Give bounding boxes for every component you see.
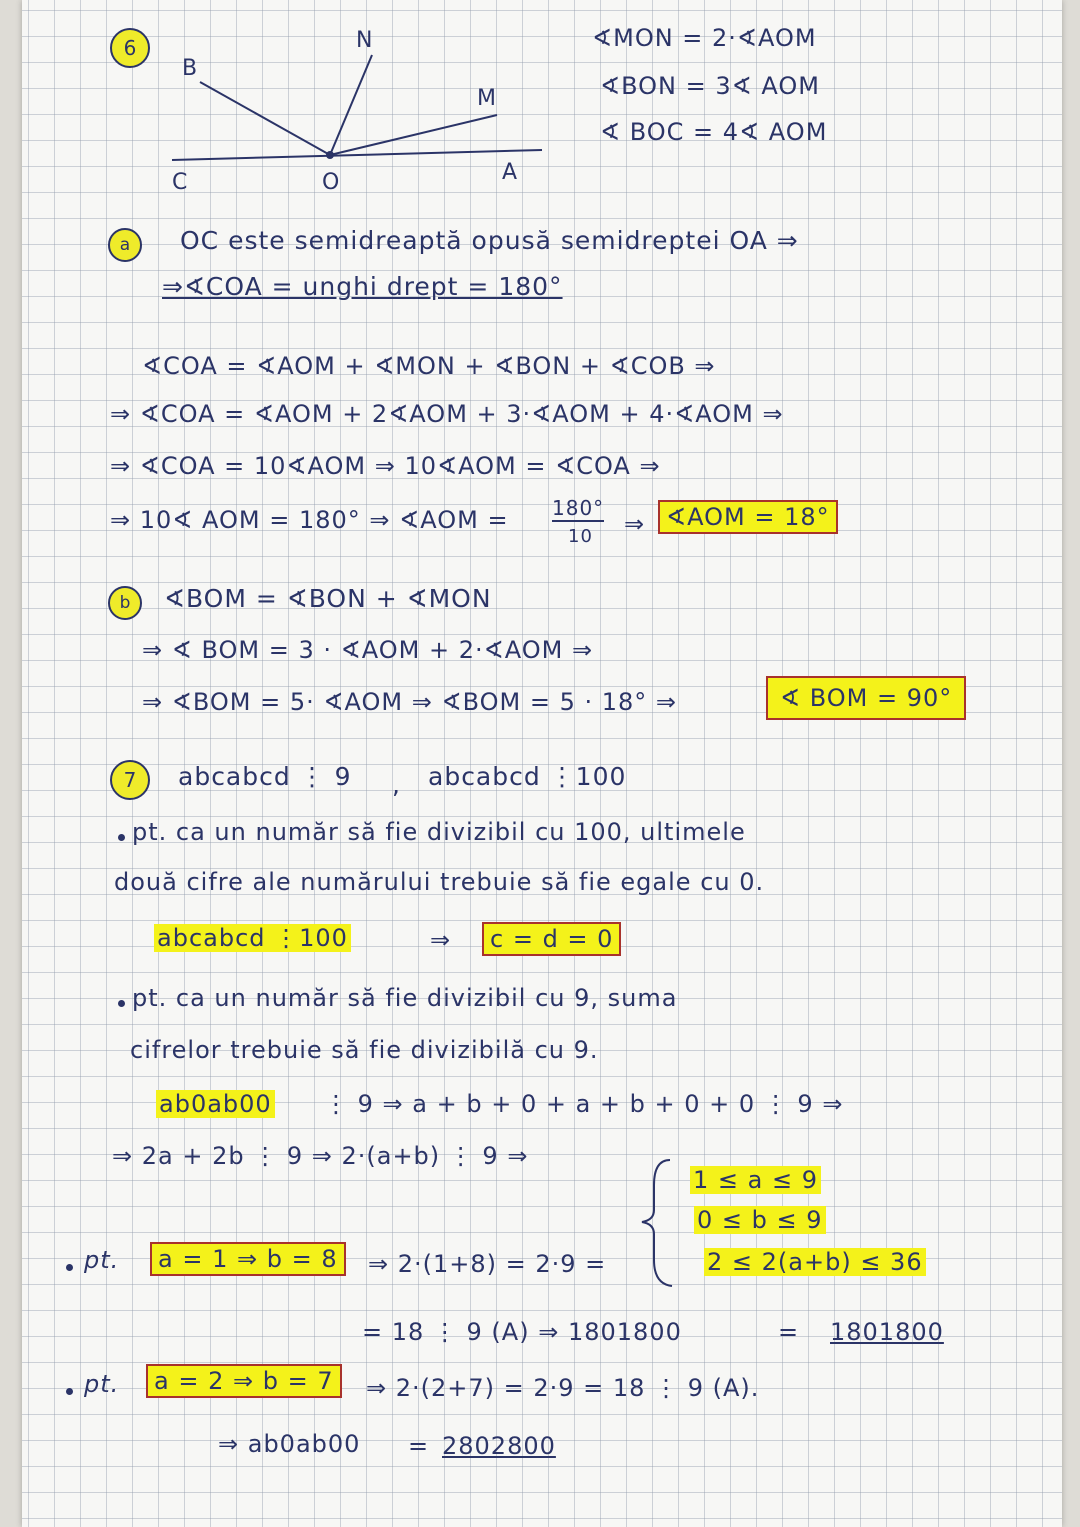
- cd-result: c = d = 0: [482, 922, 621, 956]
- given-3: ∢ BOC = 4∢ AOM: [600, 118, 828, 146]
- part-a-label: a: [108, 228, 142, 262]
- case-2-values: a = 2 ⇒ b = 7: [146, 1364, 342, 1398]
- problem-7-number: 7: [110, 760, 150, 800]
- label-M: M: [477, 86, 497, 111]
- part-a-line-1: OC este semidreaptă opusă semidreptei OA ⇒: [180, 226, 799, 255]
- line-CA: [172, 150, 542, 160]
- condition-2: 0 ≤ b ≤ 9: [694, 1206, 826, 1234]
- bullet-case-2: [66, 1388, 73, 1395]
- div100-expr: abcabcd ⋮100: [154, 924, 351, 952]
- div9-rest: ⋮ 9 ⇒ a + b + 0 + a + b + 0 + 0 ⋮ 9 ⇒: [324, 1090, 844, 1118]
- condition-3: 2 ≤ 2(a+b) ≤ 36: [704, 1248, 926, 1276]
- case-1-result: 1801800: [830, 1318, 944, 1346]
- case-2-result: 2802800: [442, 1432, 556, 1460]
- given-2: ∢BON = 3∢ AOM: [600, 72, 820, 100]
- part-a-result: ∢AOM = 18°: [658, 500, 838, 534]
- fraction-numerator: 180°: [552, 496, 605, 520]
- part-b-line-1: ∢BOM = ∢BON + ∢MON: [164, 584, 492, 613]
- ray-OB: [200, 82, 330, 155]
- problem-6-number: 6: [110, 28, 150, 68]
- p7-line-1-sep: ,: [392, 770, 401, 799]
- part-b-result: ∢ BOM = 90°: [766, 676, 966, 720]
- rule100-line-2: două cifre ale numărului trebuie să fie egale cu 0.: [114, 868, 765, 896]
- fraction-denominator: 10: [568, 526, 593, 547]
- part-b-label: b: [108, 586, 142, 620]
- part-b-line-3: ⇒ ∢BOM = 5· ∢AOM ⇒ ∢BOM = 5 · 18° ⇒: [142, 688, 678, 716]
- angle-diagram: [22, 0, 582, 200]
- ray-OM: [330, 115, 497, 155]
- case-1-values: a = 1 ⇒ b = 8: [150, 1242, 346, 1276]
- part-a-line-5: ⇒ ∢COA = 10∢AOM ⇒ 10∢AOM = ∢COA ⇒: [110, 452, 661, 480]
- part-a-line-2: ⇒∢COA = unghi drept = 180°: [162, 272, 563, 301]
- bullet-rule9: [118, 1000, 125, 1007]
- p7-line-1b: abcabcd ⋮100: [428, 762, 627, 791]
- div100-arrow: ⇒: [430, 926, 452, 954]
- ray-ON: [330, 55, 372, 155]
- case-2-pt: pt.: [84, 1370, 120, 1398]
- bullet-case-1: [66, 1264, 73, 1271]
- rule9-line-1: pt. ca un număr să fie divizibil cu 9, suma: [132, 984, 678, 1012]
- rule100-line-1: pt. ca un număr să fie divizibil cu 100, ultimele: [132, 818, 746, 846]
- part-a-arrow: ⇒: [624, 510, 646, 538]
- step-2a2b: ⇒ 2a + 2b ⋮ 9 ⇒ 2·(a+b) ⋮ 9 ⇒: [112, 1142, 529, 1170]
- div9-expr: ab0ab00: [156, 1090, 275, 1118]
- case-1-calc: ⇒ 2·(1+8) = 2·9 =: [368, 1250, 607, 1278]
- part-a-line-4: ⇒ ∢COA = ∢AOM + 2∢AOM + 3·∢AOM + 4·∢AOM ⇒: [110, 400, 784, 428]
- label-C: C: [172, 170, 189, 195]
- part-b-line-2: ⇒ ∢ BOM = 3 · ∢AOM + 2·∢AOM ⇒: [142, 636, 594, 664]
- label-O: O: [322, 170, 341, 195]
- rule9-line-2: cifrelor trebuie să fie divizibilă cu 9.: [130, 1036, 599, 1064]
- case-1-pt: pt.: [84, 1246, 120, 1274]
- case-2-eq: =: [408, 1432, 430, 1460]
- label-A: A: [502, 160, 519, 185]
- p7-line-1a: abcabcd ⋮ 9: [178, 762, 352, 791]
- label-N: N: [356, 28, 374, 53]
- bullet-rule100: [118, 834, 125, 841]
- case-1-eq: =: [778, 1318, 800, 1346]
- case-2-calc: ⇒ 2·(2+7) = 2·9 = 18 ⋮ 9 (A).: [366, 1374, 760, 1402]
- case-1-line-2: = 18 ⋮ 9 (A) ⇒ 1801800: [362, 1318, 682, 1346]
- given-1: ∢MON = 2·∢AOM: [592, 24, 817, 52]
- point-O: [326, 151, 334, 159]
- notebook-page: [22, 0, 1062, 1527]
- part-a-line-6: ⇒ 10∢ AOM = 180° ⇒ ∢AOM =: [110, 506, 509, 534]
- label-B: B: [182, 56, 199, 81]
- case-2-line-2: ⇒ ab0ab00: [218, 1430, 361, 1458]
- part-a-line-3: ∢COA = ∢AOM + ∢MON + ∢BON + ∢COB ⇒: [142, 352, 716, 380]
- condition-1: 1 ≤ a ≤ 9: [690, 1166, 821, 1194]
